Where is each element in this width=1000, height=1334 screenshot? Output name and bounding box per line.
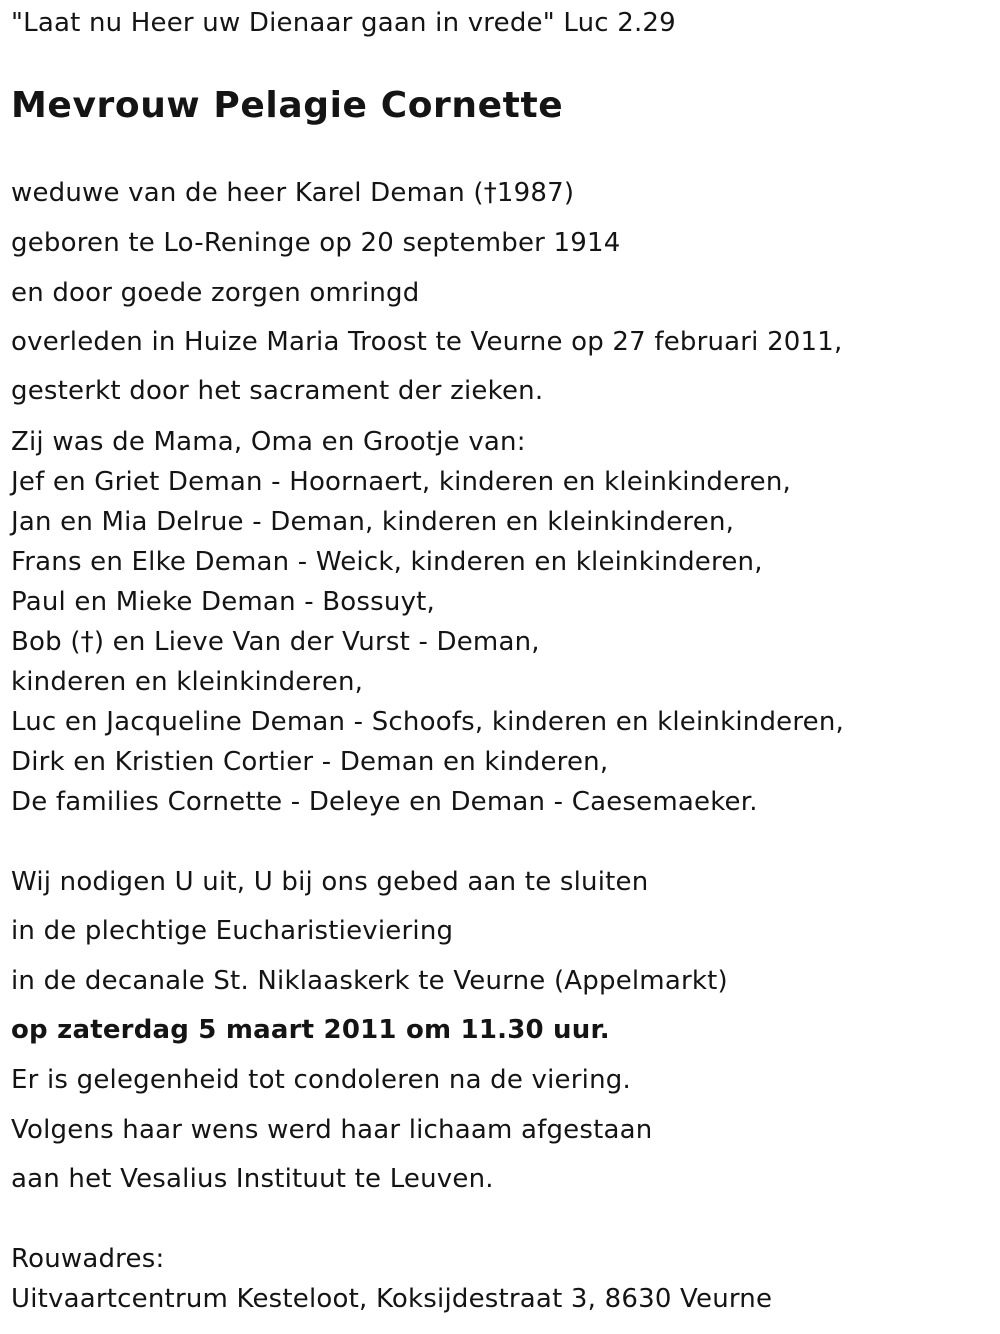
deceased-name: Mevrouw Pelagie Cornette	[11, 85, 564, 126]
family-line: Frans en Elke Deman - Weick, kinderen en kleinkinderen,	[11, 547, 763, 577]
invitation-line: Er is gelegenheid tot condoleren na de viering.	[11, 1065, 631, 1095]
intro-line-sacrament: gesterkt door het sacrament der zieken.	[11, 376, 544, 406]
invitation-line: in de plechtige Eucharistieviering	[11, 916, 454, 946]
intro-line-widow: weduwe van de heer Karel Deman (†1987)	[11, 178, 575, 208]
service-datetime: op zaterdag 5 maart 2011 om 11.30 uur.	[11, 1015, 610, 1045]
invitation-line: Wij nodigen U uit, U bij ons gebed aan te sluiten	[11, 867, 649, 897]
invitation-line: aan het Vesalius Instituut te Leuven.	[11, 1164, 494, 1194]
family-line: kinderen en kleinkinderen,	[11, 667, 364, 697]
invitation-church: in de decanale St. Niklaaskerk te Veurne (Appelmarkt)	[11, 966, 728, 996]
family-line: De families Cornette - Deleye en Deman - Caesemaeker.	[11, 787, 758, 817]
intro-line-died: overleden in Huize Maria Troost te Veurne op 27 februari 2011,	[11, 327, 843, 357]
address-label: Rouwadres:	[11, 1244, 165, 1274]
intro-line-care: en door goede zorgen omringd	[11, 278, 420, 308]
family-line: Bob (†) en Lieve Van der Vurst - Deman,	[11, 627, 540, 657]
family-heading: Zij was de Mama, Oma en Grootje van:	[11, 427, 526, 457]
family-line: Paul en Mieke Deman - Bossuyt,	[11, 587, 436, 617]
address-value: Uitvaartcentrum Kesteloot, Koksijdestraat 3, 8630 Veurne	[11, 1284, 773, 1314]
bible-quote: "Laat nu Heer uw Dienaar gaan in vrede" Luc 2.29	[11, 8, 676, 38]
intro-line-born: geboren te Lo-Reninge op 20 september 1914	[11, 228, 621, 258]
family-line: Dirk en Kristien Cortier - Deman en kinderen,	[11, 747, 609, 777]
family-line: Jan en Mia Delrue - Deman, kinderen en kleinkinderen,	[11, 507, 735, 537]
family-line: Jef en Griet Deman - Hoornaert, kinderen en kleinkinderen,	[11, 467, 791, 497]
family-line: Luc en Jacqueline Deman - Schoofs, kinderen en kleinkinderen,	[11, 707, 845, 737]
invitation-line: Volgens haar wens werd haar lichaam afgestaan	[11, 1115, 653, 1145]
